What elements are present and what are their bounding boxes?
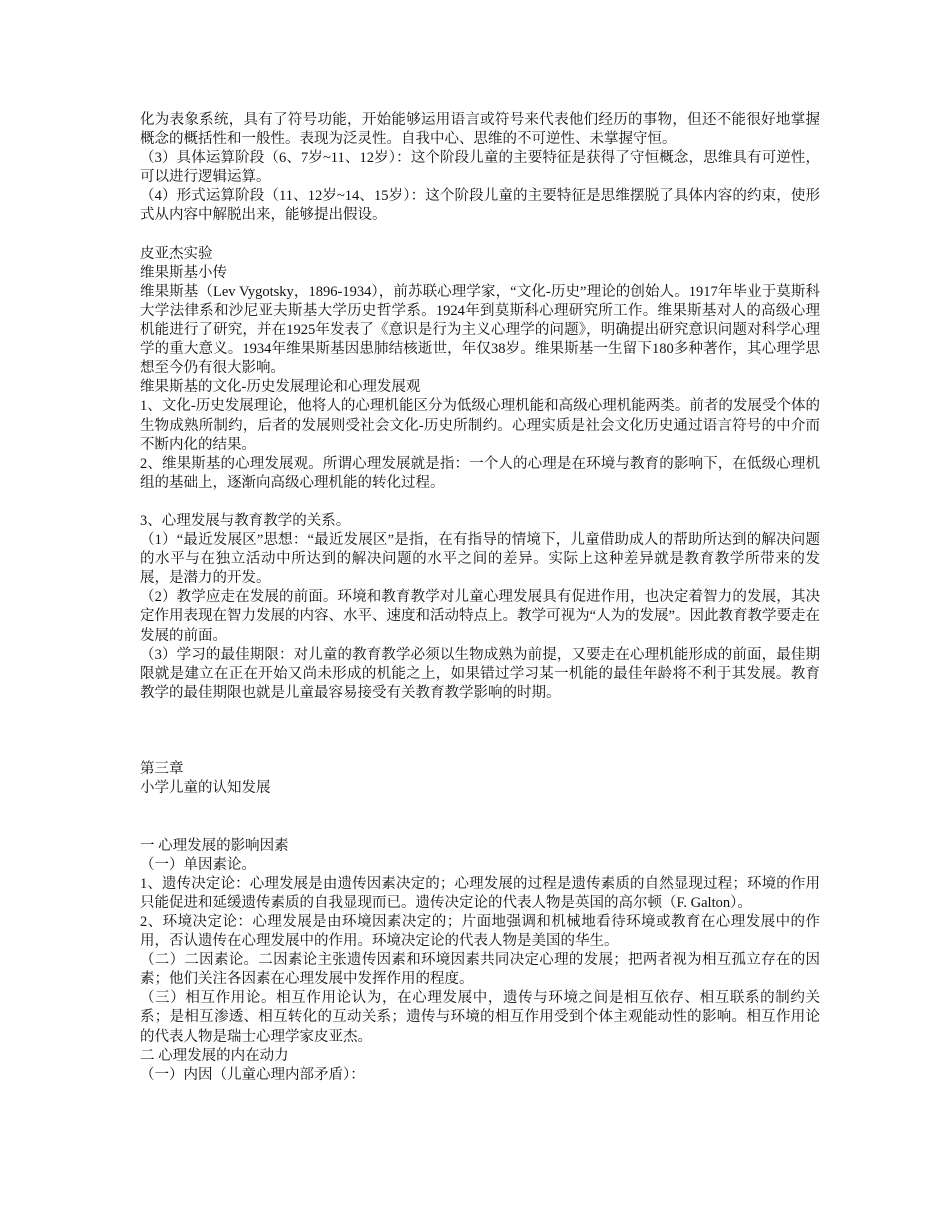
paragraph-teaching-ahead: （2）教学应走在发展的前面。环境和教育教学对儿童心理发展具有促进作用，也决定着智力的发展，其决定作用表现在智力发展的内容、水平、速度和活动特点上。教学可视为“人为的发展”。因此教育教学要走在发展的前面。 (140, 589, 820, 644)
chapter-number: 第三章 (140, 761, 184, 778)
paragraph-development-view: 2、维果斯基的心理发展观。所谓心理发展就是指：一个人的心理是在环境与教育的影响下，在低级心理机组的基础上，逐渐向高级心理机能的转化过程。 (140, 455, 820, 491)
paragraph-zone-of-proximal-development: （1）“最近发展区”思想：“最近发展区”是指，在有指导的情境下，儿童借助成人的帮助所达到的解决问题的水平与在独立活动中所达到的解决问题的水平之间的差异。实际上这种差异就是教育教学所带来的发展，是潜力的开发。 (140, 532, 820, 587)
paragraph-development-teaching-relation: 3、心理发展与教育教学的关系。 (140, 512, 351, 529)
paragraph-formal-operational: （4）形式运算阶段（11、12岁~14、15岁）：这个阶段儿童的主要特征是思维摆脱了具体内容的约束，使形式从内容中解脱出来，能够提出假设。 (140, 188, 820, 224)
subheading-internal-cause: （一）内因（儿童心理内部矛盾）： (140, 1066, 365, 1083)
section-heading-internal-driving-force: 二 心理发展的内在动力 (140, 1047, 289, 1064)
paragraph-vygotsky-biography: 维果斯基（Lev Vygotsky，1896-1934），前苏联心理学家，“文化-历史”理论的创始人。1917年毕业于莫斯科大学法律系和沙尼亚夫斯基大学历史哲学系。1924年到莫斯科心理研究所工作。维果斯基对人的高级心理机能进行了研究，并在1925年发表了《意识是行为主义心理学的问题》，明确提出研究意识问题对科学心理学的重大意义。1934年维果斯基因患肺结核逝世，年仅38岁。维果斯基一生留下180多种著作，其心理学思想至今仍有很大影响。 (140, 283, 820, 377)
paragraph-optimal-learning-period: （3）学习的最佳期限：对儿童的教育教学必须以生物成熟为前提，又要走在心理机能形成的前面，最佳期限就是建立在正在开始又尚未形成的机能之上，如果错过学习某一机能的最佳年龄将不利于其发展。教育教学的最佳期限也就是儿童最容易接受有关教育教学影响的时期。 (140, 646, 820, 701)
blank-line (140, 493, 820, 512)
blank-line (140, 741, 820, 760)
blank-line (140, 817, 820, 836)
heading-vygotsky-theory: 维果斯基的文化-历史发展理论和心理发展观 (140, 379, 421, 396)
paragraph-heredity-determinism: 1、遗传决定论：心理发展是由遗传因素决定的；心理发展的过程是遗传素质的自然显现过程；环境的作用只能促进和延缓遗传素质的自我显现而已。遗传决定论的代表人物是英国的高尔顿（F. Galton）。 (140, 875, 820, 911)
document-page (140, 111, 820, 1085)
blank-line (140, 703, 820, 722)
blank-line (140, 722, 820, 741)
paragraph-preoperational-continued: 化为表象系统，具有了符号功能，开始能够运用语言或符号来代表他们经历的事物，但还不能很好地掌握概念的概括性和一般性。表现为泛灵性。自我中心、思维的不可逆性、未掌握守恒。 (140, 112, 820, 148)
blank-line (140, 798, 820, 817)
paragraph-interaction-theory: （三）相互作用论。相互作用论认为，在心理发展中，遗传与环境之间是相互依存、相互联系的制约关系；是相互渗透、相互转化的互动关系；遗传与环境的相互作用受到个体主观能动性的影响。相互作用论的代表人物是瑞士心理学家皮亚杰。 (140, 990, 820, 1045)
section-heading-influencing-factors: 一 心理发展的影响因素 (140, 837, 289, 854)
paragraph-concrete-operational: （3）具体运算阶段（6、7岁~11、12岁）：这个阶段儿童的主要特征是获得了守恒概念，思维具有可逆性，可以进行逻辑运算。 (140, 150, 820, 186)
paragraph-environment-determinism: 2、环境决定论：心理发展是由环境因素决定的；片面地强调和机械地看待环境或教育在心理发展中的作用，否认遗传在心理发展中的作用。环境决定论的代表人物是美国的华生。 (140, 913, 820, 950)
chapter-title: 小学儿童的认知发展 (140, 780, 271, 797)
subheading-single-factor-theory: （一）单因素论。 (140, 856, 256, 873)
heading-piaget-experiment: 皮亚杰实验 (140, 245, 213, 262)
blank-line (140, 226, 820, 245)
heading-vygotsky-biography: 维果斯基小传 (140, 264, 227, 281)
paragraph-cultural-historical-theory: 1、文化-历史发展理论，他将人的心理机能区分为低级心理机能和高级心理机能两类。前者的发展受个体的生物成熟所制约，后者的发展则受社会文化-历史所制约。心理实质是社会文化历史通过语言符号的中介而不断内化的结果。 (140, 398, 820, 453)
paragraph-two-factor-theory: （二）二因素论。二因素论主张遗传因素和环境因素共同决定心理的发展；把两者视为相互孤立存在的因素；他们关注各因素在心理发展中发挥作用的程度。 (140, 952, 820, 988)
